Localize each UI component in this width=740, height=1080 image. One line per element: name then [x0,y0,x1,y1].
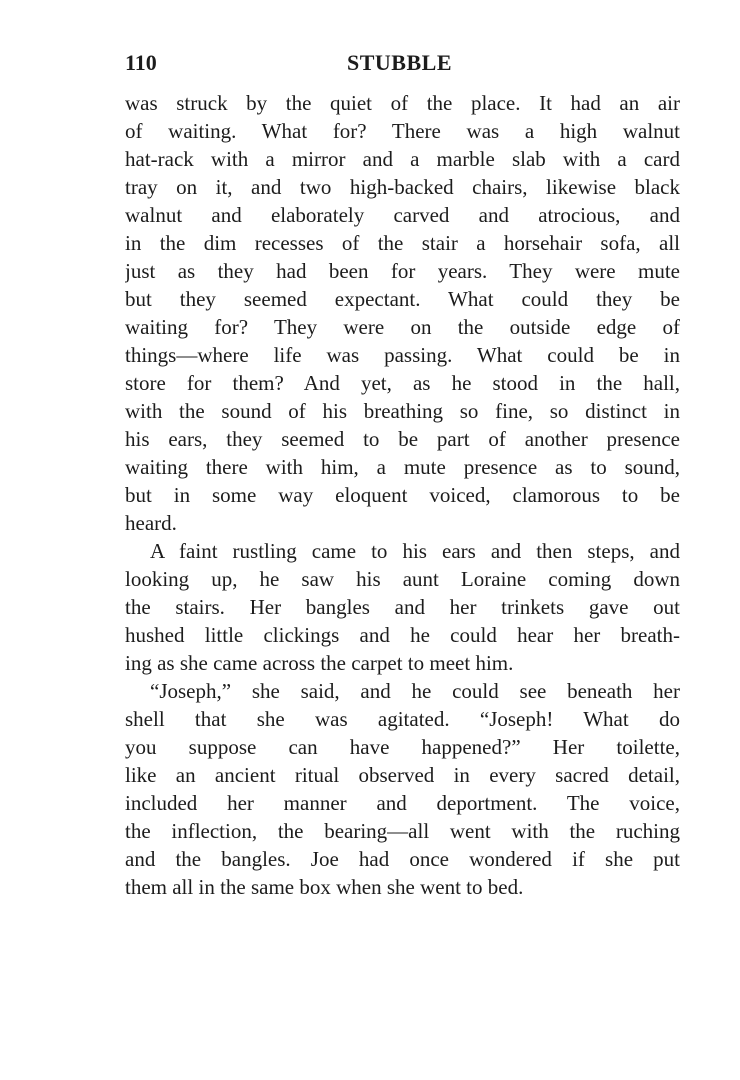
page-header [125,50,680,84]
text-line: like an ancient ritual observed in every sacred detail, [125,763,680,787]
text-line: the stairs. Her bangles and her trinkets gave out [125,595,680,619]
text-line: in the dim recesses of the stair a horsehair sofa, all [125,231,680,255]
text-line: walnut and elaborately carved and atrocious, and [125,203,680,227]
running-title: STUBBLE [347,50,452,75]
body-text [125,89,680,901]
text-line: but in some way eloquent voiced, clamorous to be [125,483,680,507]
text-line: was struck by the quiet of the place. It had an air [125,91,680,115]
text-line: of waiting. What for? There was a high walnut [125,119,680,143]
paragraph [125,537,680,677]
text-line: looking up, he saw his aunt Loraine coming down [125,567,680,591]
paragraph [125,677,680,901]
text-line: included her manner and deportment. The voice, [125,791,680,815]
text-line: waiting for? They were on the outside edge of [125,315,680,339]
text-line: store for them? And yet, as he stood in the hall, [125,371,680,395]
text-line: just as they had been for years. They were mute [125,259,680,283]
text-line: his ears, they seemed to be part of another presence [125,427,680,451]
text-line: you suppose can have happened?” Her toilette, [125,735,680,759]
text-line: them all in the same box when she went to bed. [125,875,524,899]
text-line: with the sound of his breathing so fine, so distinct in [125,399,680,423]
text-line: and the bangles. Joe had once wondered if she put [125,847,680,871]
text-line: heard. [125,511,177,535]
text-line: hushed little clickings and he could hear her breath- [125,623,680,647]
paragraph [125,89,680,537]
text-line: but they seemed expectant. What could they be [125,287,680,311]
text-line: things—where life was passing. What could be in [125,343,680,367]
text-line: A faint rustling came to his ears and then steps, and [150,539,680,563]
text-line: ing as she came across the carpet to meet him. [125,651,514,675]
page-number: 110 [125,50,157,75]
text-line: tray on it, and two high-backed chairs, likewise black [125,175,680,199]
text-line: waiting there with him, a mute presence as to sound, [125,455,680,479]
text-line: the inflection, the bearing—all went with the ruching [125,819,680,843]
text-line: “Joseph,” she said, and he could see beneath her [150,679,680,703]
text-line: hat-rack with a mirror and a marble slab with a card [125,147,680,171]
text-line: shell that she was agitated. “Joseph! What do [125,707,680,731]
